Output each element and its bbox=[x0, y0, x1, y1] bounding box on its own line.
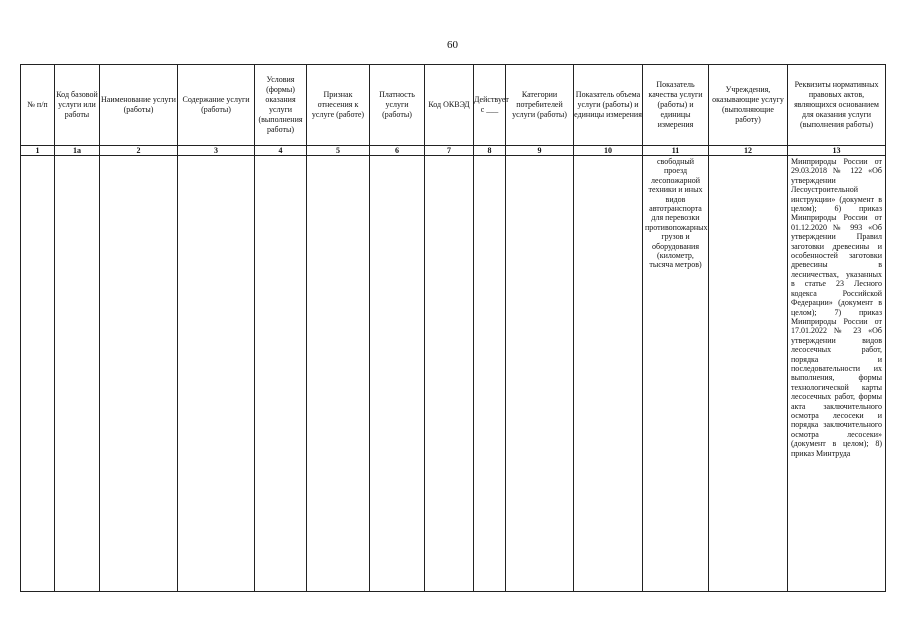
services-register-table bbox=[20, 64, 886, 592]
column-number: 3 bbox=[178, 146, 255, 156]
header-cell-okved: Код ОКВЭД bbox=[425, 65, 474, 146]
header-cell-volume-indicator: Показатель объема услуги (работы) и единицы измерения bbox=[574, 65, 643, 146]
table-cell bbox=[21, 156, 55, 592]
header-cell-institutions: Учреждения, оказывающие услугу (выполняющие работу) bbox=[709, 65, 788, 146]
table-cell bbox=[55, 156, 100, 592]
column-number: 6 bbox=[370, 146, 425, 156]
header-cell-number: № п/п bbox=[21, 65, 55, 146]
table-cell bbox=[506, 156, 574, 592]
header-cell-code: Код базовой услуги или работы bbox=[55, 65, 100, 146]
header-cell-effective-from: Действует с ___ bbox=[474, 65, 506, 146]
header-cell-quality-indicator: Показатель качества услуги (работы) и единицы измерения bbox=[643, 65, 709, 146]
column-number: 12 bbox=[709, 146, 788, 156]
table-cell bbox=[574, 156, 643, 592]
table-cell bbox=[425, 156, 474, 592]
column-number: 11 bbox=[643, 146, 709, 156]
header-cell-payment: Платность услуги (работы) bbox=[370, 65, 425, 146]
column-number: 10 bbox=[574, 146, 643, 156]
column-number: 4 bbox=[255, 146, 307, 156]
header-row bbox=[21, 65, 886, 146]
table-cell bbox=[474, 156, 506, 592]
column-number: 7 bbox=[425, 146, 474, 156]
table-cell bbox=[178, 156, 255, 592]
table-cell bbox=[307, 156, 370, 592]
page-number: 60 bbox=[447, 39, 458, 51]
header-cell-attribute: Признак отнесения к услуге (работе) bbox=[307, 65, 370, 146]
header-cell-consumers: Категории потребителей услуги (работы) bbox=[506, 65, 574, 146]
table-cell bbox=[100, 156, 178, 592]
column-number-row bbox=[21, 146, 886, 156]
column-number: 8 bbox=[474, 146, 506, 156]
column-number: 1а bbox=[55, 146, 100, 156]
header-cell-conditions: Условия (формы) оказания услуги (выполнения работы) bbox=[255, 65, 307, 146]
table-row bbox=[21, 156, 886, 592]
table-cell bbox=[370, 156, 425, 592]
column-number: 13 bbox=[788, 146, 886, 156]
header-cell-content: Содержание услуги (работы) bbox=[178, 65, 255, 146]
legal-acts-cell: Минприроды России от 29.03.2018 № 122 «Об утверждении Лесоустроительной инструкции» (документ в целом); 6) приказ Минприроды России от 01.12.2020 № 993 «Об утверждении Правил заготовки древесины и особенностей заготовки древесины в лесничествах, указанных в статье 23 Лесного кодекса Российской Федерации» (документ в целом); 7) приказ Минприроды России от 17.01.2022 № 23 «Об утверждении видов лесосечных работ, порядка и последовательности их выполнения, формы технологической карты лесосечных работ, формы акта заключительного осмотра лесосеки и порядка заключительного осмотра лесосеки» (документ в целом); 8) приказ Минтруда bbox=[788, 156, 886, 592]
column-number: 1 bbox=[21, 146, 55, 156]
column-number: 5 bbox=[307, 146, 370, 156]
header-cell-name: Наименование услуги (работы) bbox=[100, 65, 178, 146]
column-number: 9 bbox=[506, 146, 574, 156]
header-cell-legal-acts: Реквизиты нормативных правовых актов, являющихся основанием для оказания услуги (выполнения работы) bbox=[788, 65, 886, 146]
quality-indicator-cell: свободный проезд лесопожарной техники и иных видов автотранспорта для перевозки противопожарных грузов и оборудования (километр, тысяча метров) bbox=[643, 156, 709, 592]
table-cell bbox=[255, 156, 307, 592]
column-number: 2 bbox=[100, 146, 178, 156]
table-cell bbox=[709, 156, 788, 592]
